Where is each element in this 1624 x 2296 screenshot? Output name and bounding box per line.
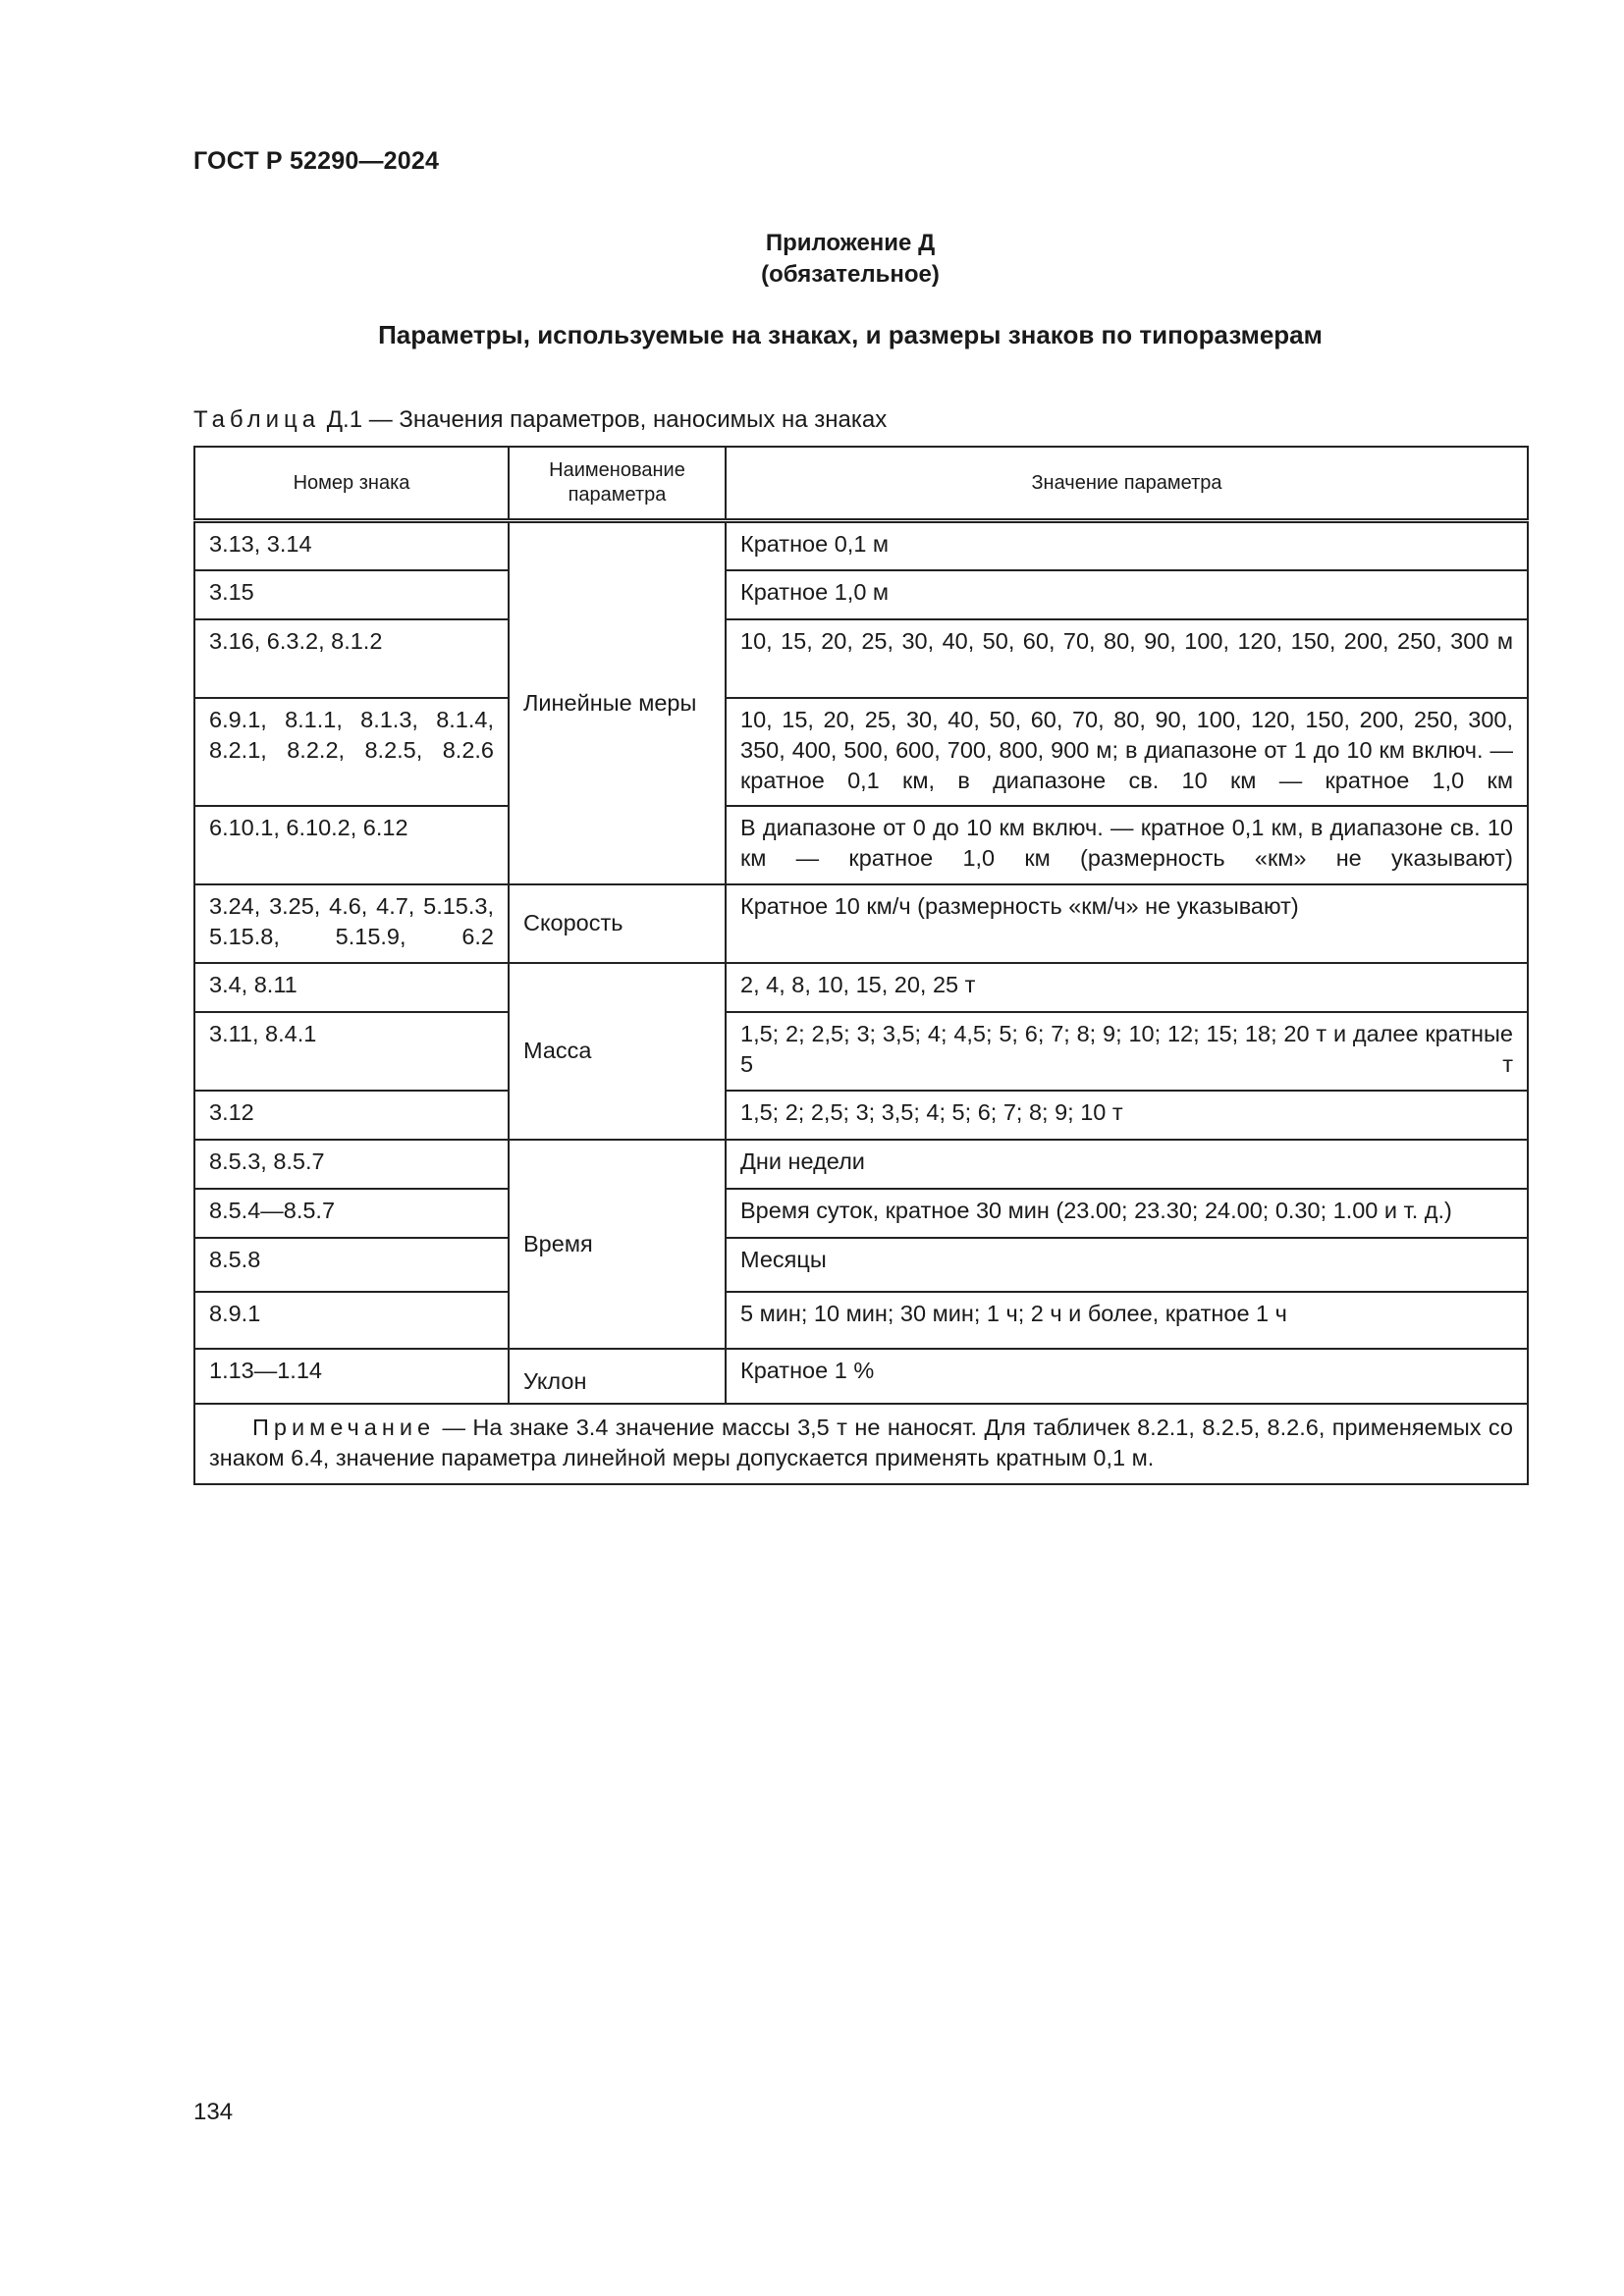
parameter-value-cell: Кратное 10 км/ч (размерность «км/ч» не указывают) bbox=[726, 884, 1528, 963]
sign-number-cell: 3.12 bbox=[194, 1091, 509, 1140]
sign-number-cell: 3.4, 8.11 bbox=[194, 963, 509, 1012]
sign-number-cell: 3.11, 8.4.1 bbox=[194, 1012, 509, 1091]
sign-number-cell: 6.9.1, 8.1.1, 8.1.3, 8.1.4, 8.2.1, 8.2.2, 8.2.5, 8.2.6 bbox=[194, 698, 509, 806]
table-row bbox=[194, 521, 1528, 570]
sign-number-cell: 3.13, 3.14 bbox=[194, 521, 509, 570]
sign-number-cell: 1.13—1.14 bbox=[194, 1349, 509, 1404]
table-note-row bbox=[194, 1404, 1528, 1484]
table-row bbox=[194, 1292, 1528, 1349]
table-note bbox=[194, 1404, 1528, 1484]
page-number: 134 bbox=[193, 2099, 234, 2125]
parameter-value-cell: 5 мин; 10 мин; 30 мин; 1 ч; 2 ч и более, кратное 1 ч bbox=[726, 1292, 1528, 1349]
table-row bbox=[194, 806, 1528, 884]
parameter-group-mass: Масса bbox=[509, 963, 726, 1140]
parameter-value-cell: 1,5; 2; 2,5; 3; 3,5; 4; 4,5; 5; 6; 7; 8; 9; 10; 12; 15; 18; 20 т и далее кратные 5 т bbox=[726, 1012, 1528, 1091]
parameters-table bbox=[193, 446, 1529, 1485]
note-label: Примечание bbox=[252, 1414, 436, 1440]
table-row bbox=[194, 698, 1528, 806]
table-caption-word: Таблица bbox=[193, 406, 321, 433]
header-parameter-name: Наименование параметра bbox=[509, 447, 726, 521]
document-code: ГОСТ Р 52290—2024 bbox=[193, 147, 440, 175]
sign-number-cell: 3.15 bbox=[194, 570, 509, 619]
parameter-value-cell: 10, 15, 20, 25, 30, 40, 50, 60, 70, 80, 90, 100, 120, 150, 200, 250, 300, 350, 400, 500, 600, 700, 800, 900 м; в диапазоне от 1 до 10 км включ. — кратное 0,1 км, в диапазоне св. 10 км — кратное 1,0 км bbox=[726, 698, 1528, 806]
table-row bbox=[194, 1091, 1528, 1140]
table-row bbox=[194, 1349, 1528, 1404]
sign-number-cell: 8.5.4—8.5.7 bbox=[194, 1189, 509, 1238]
table-caption bbox=[193, 406, 887, 434]
sign-number-cell: 3.24, 3.25, 4.6, 4.7, 5.15.3, 5.15.8, 5.15.9, 6.2 bbox=[194, 884, 509, 963]
parameter-value-cell: 1,5; 2; 2,5; 3; 3,5; 4; 5; 6; 7; 8; 9; 10 т bbox=[726, 1091, 1528, 1140]
parameter-value-cell: 10, 15, 20, 25, 30, 40, 50, 60, 70, 80, 90, 100, 120, 150, 200, 250, 300 м bbox=[726, 619, 1528, 698]
header-sign-number: Номер знака bbox=[194, 447, 509, 521]
table-row bbox=[194, 619, 1528, 698]
appendix-status: (обязательное) bbox=[761, 261, 940, 288]
parameter-group-speed: Скорость bbox=[509, 884, 726, 963]
parameter-group-slope: Уклон bbox=[509, 1349, 726, 1404]
table-row bbox=[194, 1189, 1528, 1238]
parameter-value-cell: Месяцы bbox=[726, 1238, 1528, 1292]
sign-number-cell: 8.5.8 bbox=[194, 1238, 509, 1292]
table-caption-text: Д.1 — Значения параметров, наносимых на знаках bbox=[326, 406, 888, 433]
table-row bbox=[194, 1012, 1528, 1091]
sign-number-cell: 8.5.3, 8.5.7 bbox=[194, 1140, 509, 1189]
note-text: — На знаке 3.4 значение массы 3,5 т не наносят. Для табличек 8.2.1, 8.2.5, 8.2.6, применяемых со знаком 6.4, значение параметра линейной меры допускается применять кратным 0,1 м. bbox=[209, 1414, 1513, 1470]
sign-number-cell: 6.10.1, 6.10.2, 6.12 bbox=[194, 806, 509, 884]
parameter-value-cell: Кратное 1 % bbox=[726, 1349, 1528, 1404]
parameter-group-linear: Линейные меры bbox=[509, 521, 726, 884]
parameter-value-cell: 2, 4, 8, 10, 15, 20, 25 т bbox=[726, 963, 1528, 1012]
table-header-row bbox=[194, 447, 1528, 521]
table-row bbox=[194, 1238, 1528, 1292]
sign-number-cell: 3.16, 6.3.2, 8.1.2 bbox=[194, 619, 509, 698]
table-row bbox=[194, 963, 1528, 1012]
parameter-value-cell: Кратное 0,1 м bbox=[726, 521, 1528, 570]
parameter-value-cell: Дни недели bbox=[726, 1140, 1528, 1189]
parameter-value-cell: Время суток, кратное 30 мин (23.00; 23.30; 24.00; 0.30; 1.00 и т. д.) bbox=[726, 1189, 1528, 1238]
parameter-value-cell: Кратное 1,0 м bbox=[726, 570, 1528, 619]
table-row bbox=[194, 570, 1528, 619]
table-row bbox=[194, 1140, 1528, 1189]
section-title: Параметры, используемые на знаках, и размеры знаков по типоразмерам bbox=[378, 320, 1323, 349]
header-parameter-value: Значение параметра bbox=[726, 447, 1528, 521]
appendix-heading bbox=[0, 228, 1624, 291]
parameter-group-time: Время bbox=[509, 1140, 726, 1349]
parameter-value-cell: В диапазоне от 0 до 10 км включ. — кратное 0,1 км, в диапазоне св. 10 км — кратное 1,0 км (размерность «км» не указывают) bbox=[726, 806, 1528, 884]
table-row bbox=[194, 884, 1528, 963]
sign-number-cell: 8.9.1 bbox=[194, 1292, 509, 1349]
appendix-title: Приложение Д bbox=[765, 230, 936, 256]
